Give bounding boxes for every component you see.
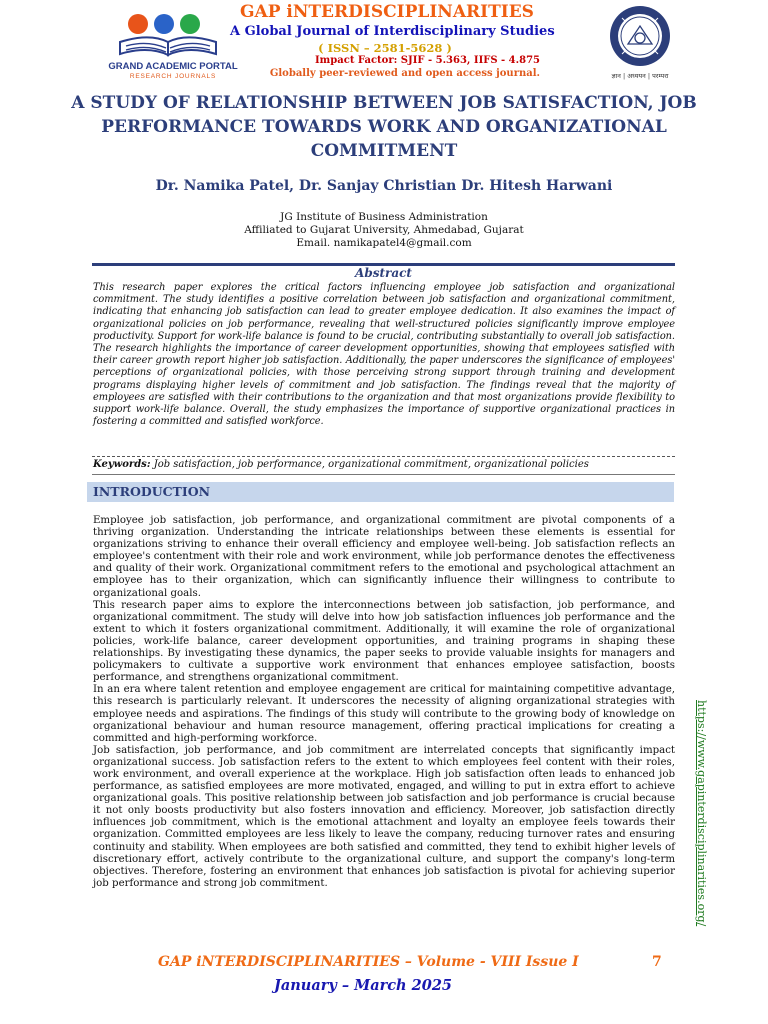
abstract-text: This research paper explores the critical factors influencing employee job satisfaction and organizational commitment. The study identifies a positive correlation between job satisfaction and organizational commitment, indicating that enhancing job satisfaction can lead to greater employee dedication. It also examines the impact of organizational policies on job performance, revealing that well-structured policies significantly improve employee productivity. Support for work-life balance is found to be crucial, contributing substantially to overall job satisfaction. The research highlights the importance of career development opportunities, showing that employees satisfied with their career growth report higher job satisfaction. Additionally, the paper underscores the significance of employees' perceptions of organizational policies, with those perceiving strong support through training and development programs displaying higher levels of commitment and job satisfaction. The findings reveal that the majority of employees are satisfied with their contributions to the organization and that most organizations provide flexibility to support work-life balance. Overall, the study emphasizes the importance of supportive organizational practices in fostering a committed and satisfied workforce. (93, 282, 675, 428)
open-book-icon (116, 36, 220, 58)
journal-title: GAP iNTERDISCIPLINARITIES (240, 2, 534, 22)
keywords-label: Keywords: (93, 459, 151, 470)
gap-seal-icon (608, 4, 672, 68)
affiliation-university: Affiliated to Gujarat University, Ahmedabad, Gujarat (244, 224, 524, 237)
article-authors: Dr. Namika Patel, Dr. Sanjay Christian Dr. Hitesh Harwani (155, 178, 613, 194)
peer-review-note: Globally peer-reviewed and open access journal. (269, 68, 540, 79)
impact-factor: Impact Factor: SJIF - 5.363, IIFS - 4.875 (315, 55, 540, 66)
logo-blue-circle-icon (154, 14, 174, 34)
keywords (93, 459, 675, 470)
grand-academic-portal-logo (108, 12, 238, 82)
issn: ( ISSN – 2581-5628 ) (318, 41, 452, 55)
seal-caption: ज्ञान | अध्ययन | परम्परा (611, 72, 669, 80)
keywords-divider (92, 474, 675, 475)
logo-subtitle: RESEARCH JOURNALS (129, 73, 217, 80)
keywords-list: Job satisfaction, job performance, organizational commitment, organizational policies (150, 459, 589, 470)
logo-name: GRAND ACADEMIC PORTAL (108, 61, 238, 72)
paragraph: Job satisfaction, job performance, and job commitment are interrelated concepts that significantly impact organizational success. Job satisfaction refers to the extent to which employees feel content with their roles, work environment, and overall experience at the workplace. High job satisfaction often leads to enhanced job performance, as satisfied employees are more motivated, engaged, and willing to put in extra effort to achieve organizational goals. This positive relationship between job satisfaction and job performance is crucial because it not only boosts productivity but also fosters innovation and efficiency. Moreover, job satisfaction directly influences job commitment, which is the emotional attachment and loyalty an employee feels towards their organization. Committed employees are less likely to leave the company, reducing turnover rates and ensuring continuity and stability. When employees are both satisfied and committed, they tend to exhibit higher levels of discretionary effort, actively contribute to the organizational culture, and support the company's long-term objectives. Therefore, fostering an environment that enhances job satisfaction is pivotal for achieving superior job performance and strong job commitment. (93, 744, 675, 889)
article-title: A STUDY OF RELATIONSHIP BETWEEN JOB SATISFACTION, JOB PERFORMANCE TOWARDS WORK AND ORGANIZATIONAL COMMITMENT (71, 93, 697, 161)
logo-orange-circle-icon (128, 14, 148, 34)
section-heading-introduction: INTRODUCTION (93, 484, 211, 499)
page-number: 7 (652, 954, 662, 970)
author-affiliation (100, 211, 668, 251)
journal-website-link[interactable] (694, 700, 710, 927)
logo-green-circle-icon (180, 14, 200, 34)
journal-subtitle: A Global Journal of Interdisciplinary Studies (230, 24, 555, 39)
journal-website-url[interactable]: https://www.gapinterdisciplinarities.org/ (695, 700, 708, 927)
abstract-dashed-divider (92, 456, 675, 457)
footer-journal-volume: GAP iNTERDISCIPLINARITIES – Volume - VIII Issue I (158, 954, 579, 970)
abstract-heading: Abstract (355, 266, 412, 280)
introduction-body (93, 515, 675, 890)
paragraph: Employee job satisfaction, job performance, and organizational commitment are pivotal components of a thriving organization. Understanding the intricate relationships between these elements is essential for organizations striving to enhance their overall efficiency and employee well-being. Job satisfaction reflects an employee's contentment with their role and work environment, while job performance denotes the effectiveness and quality of their work. Organizational commitment refers to the emotional and psychological attachment an employee has to their organization, which can significantly influence their willingness to contribute to organizational goals. (93, 515, 675, 599)
paragraph: This research paper aims to explore the interconnections between job satisfaction, job performance, and organizational commitment. The study will delve into how job satisfaction influences job performance and the extent to which it fosters organizational commitment. Additionally, it will examine the role of organizational policies, work-life balance, career development opportunities, and training programs in shaping these relationships. By investigating these dynamics, the paper seeks to provide valuable insights for managers and policymakers to cultivate a supportive work environment that enhances employee satisfaction, boosts performance, and strengthens organizational commitment. (93, 599, 675, 684)
affiliation-email: Email. namikapatel4@gmail.com (296, 237, 472, 250)
paragraph: In an era where talent retention and employee engagement are critical for maintaining competitive advantage, this research is particularly relevant. It underscores the necessity of aligning organizational strategies with employee needs and aspirations. The findings of this study will contribute to the growing body of knowledge on organizational behaviour and human resource management, offering practical implications for creating a committed and high-performing workforce. (93, 684, 675, 744)
affiliation-institute: JG Institute of Business Administration (280, 211, 488, 223)
footer-date: January – March 2025 (274, 977, 453, 994)
